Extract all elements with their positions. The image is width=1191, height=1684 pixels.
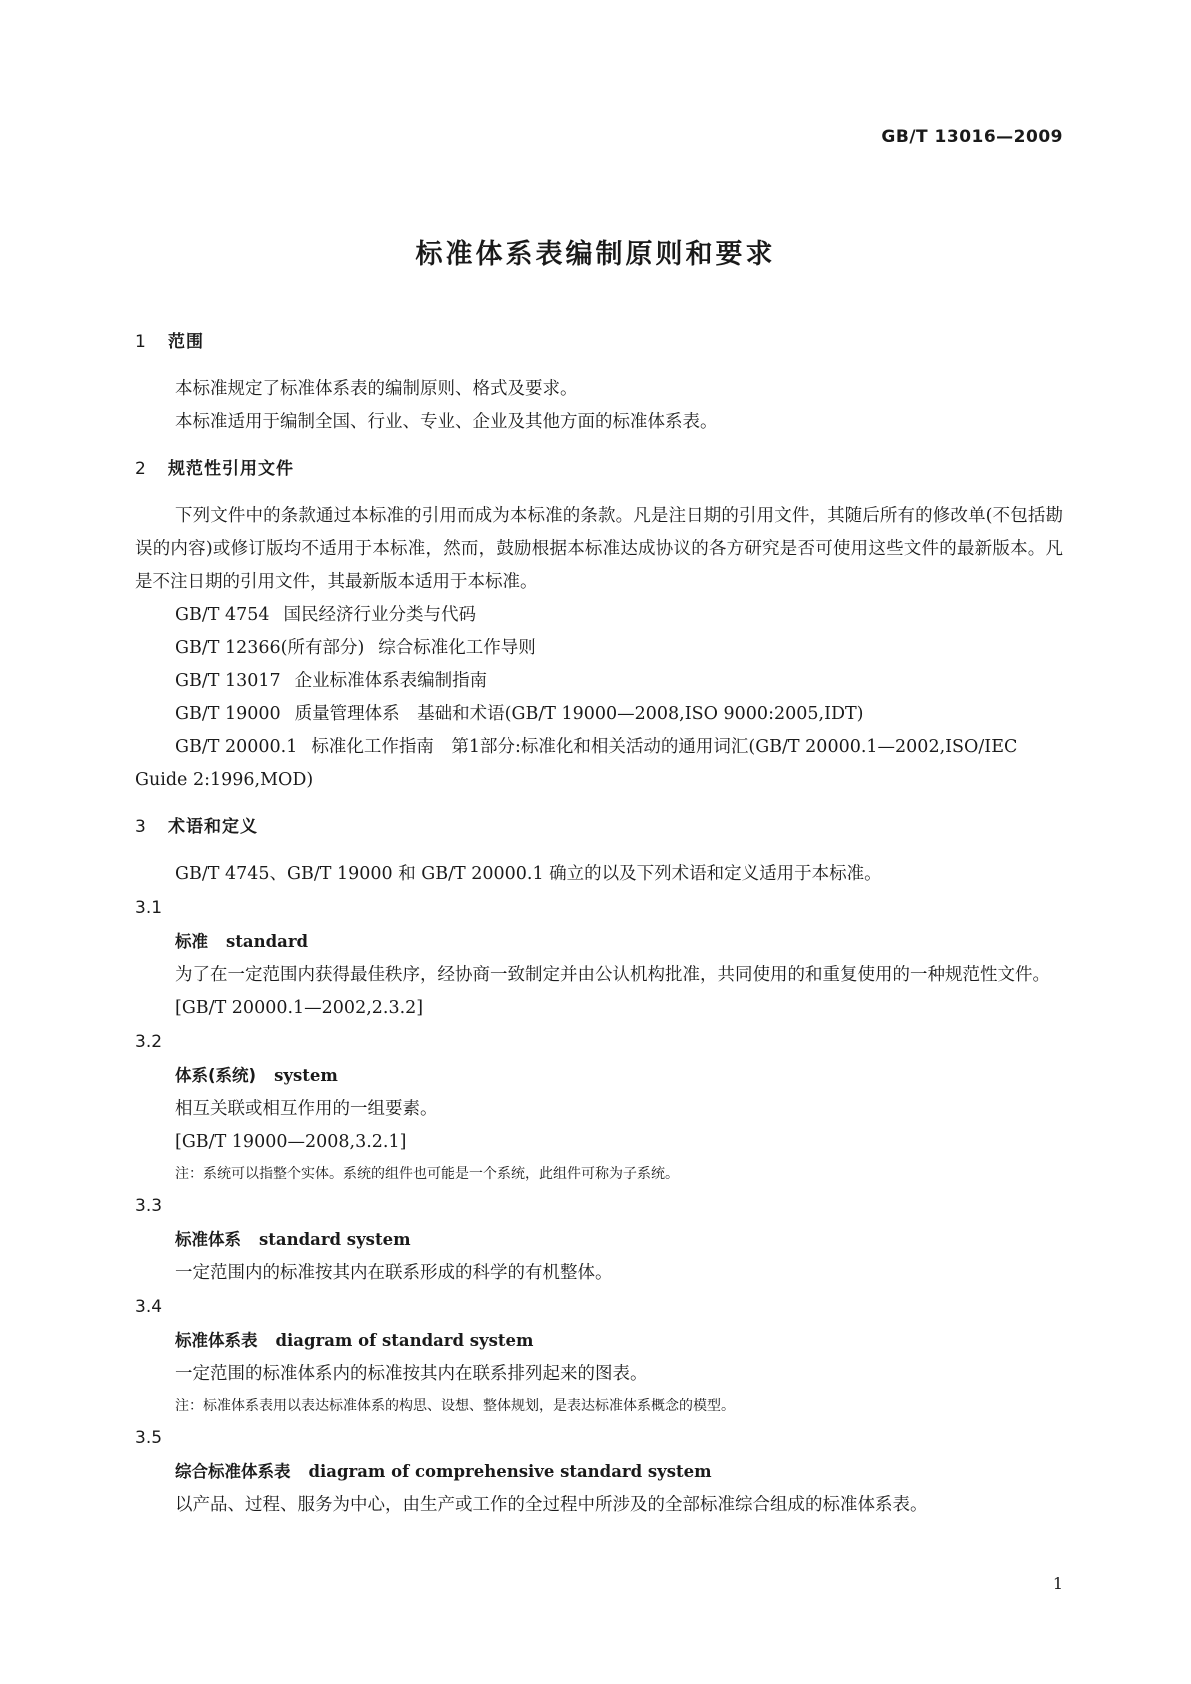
- term-name: [135, 1223, 1063, 1257]
- paragraph: 下列文件中的条款通过本标准的引用而成为本标准的条款。凡是注日期的引用文件，其随后所有的修改单(不包括勘误的内容)或修订版均不适用于本标准，然而，鼓励根据本标准达成协议的各方研究是否可使用这些文件的最新版本。凡是不注日期的引用文件，其最新版本适用于本标准。: [135, 506, 1063, 592]
- reference-item: [135, 599, 1063, 632]
- term-number: 3.4: [135, 1297, 163, 1317]
- term-name: [135, 1324, 1063, 1358]
- term-source: [GB/T 20000.1—2002,2.3.2]: [175, 998, 424, 1018]
- page-number: 1: [1052, 1574, 1063, 1593]
- section-number: 1: [135, 332, 147, 352]
- term-note: 注：标准体系表用以表达标准体系的构思、设想、整体规划，是表达标准体系概念的模型。: [175, 1398, 735, 1414]
- term-zh: 综合标准体系表: [175, 1462, 291, 1481]
- term-name: [135, 1455, 1063, 1489]
- section-heading-terms-and-definitions: [135, 811, 1063, 844]
- reference-title: 国民经济行业分类与代码: [283, 605, 477, 625]
- document-body: [135, 326, 1063, 1522]
- term-zh: 标准: [175, 932, 208, 951]
- term-definition: 为了在一定范围内获得最佳秩序，经协商一致制定并由公认机构批准，共同使用的和重复使用的一种规范性文件。: [175, 965, 1050, 985]
- paragraph: 本标准规定了标准体系表的编制原则、格式及要求。: [175, 379, 578, 399]
- reference-title: 企业标准体系表编制指南: [294, 671, 488, 691]
- term-number: 3.1: [135, 898, 163, 918]
- term-en: standard system: [259, 1230, 411, 1249]
- section-heading-scope: [135, 326, 1063, 359]
- section-title: 术语和定义: [168, 817, 258, 837]
- term-number: 3.5: [135, 1428, 163, 1448]
- section-number: 3: [135, 817, 147, 837]
- reference-code: GB/T 4754: [175, 605, 270, 625]
- term-definition: 一定范围内的标准按其内在联系形成的科学的有机整体。: [175, 1263, 613, 1283]
- term-note: 注：系统可以指整个实体。系统的组件也可能是一个系统，此组件可称为子系统。: [175, 1166, 679, 1182]
- term-definition: 相互关联或相互作用的一组要素。: [175, 1099, 438, 1119]
- term-definition: 一定范围的标准体系内的标准按其内在联系排列起来的图表。: [175, 1364, 648, 1384]
- reference-item: [135, 731, 1063, 797]
- section-number: 2: [135, 459, 147, 479]
- reference-title: 标准化工作指南 第1部分:标准化和相关活动的通用词汇(GB/T 20000.1—2002,ISO/IEC Guide 2:1996,MOD): [135, 737, 1018, 790]
- term-en: system: [274, 1066, 338, 1085]
- standard-code: GB/T 13016—2009: [881, 127, 1063, 147]
- section-heading-normative-references: [135, 453, 1063, 486]
- reference-code: GB/T 19000: [175, 704, 281, 724]
- term-zh: 体系(系统): [175, 1066, 257, 1085]
- reference-item: [135, 632, 1063, 665]
- term-number: 3.2: [135, 1032, 163, 1052]
- term-en: diagram of comprehensive standard system: [308, 1462, 712, 1481]
- reference-item: [135, 665, 1063, 698]
- paragraph: GB/T 4745、GB/T 19000 和 GB/T 20000.1 确立的以及下列术语和定义适用于本标准。: [175, 864, 882, 884]
- term-en: diagram of standard system: [275, 1331, 534, 1350]
- reference-item: [135, 698, 1063, 731]
- term-name: [135, 1059, 1063, 1093]
- reference-code: GB/T 13017: [175, 671, 281, 691]
- document-title: 标准体系表编制原则和要求: [415, 239, 776, 270]
- term-definition: 以产品、过程、服务为中心，由生产或工作的全过程中所涉及的全部标准综合组成的标准体系表。: [175, 1495, 928, 1515]
- term-name: [135, 925, 1063, 959]
- reference-code: GB/T 12366(所有部分): [175, 638, 365, 658]
- reference-code: GB/T 20000.1: [175, 737, 298, 757]
- term-source: [GB/T 19000—2008,3.2.1]: [175, 1132, 407, 1152]
- reference-title: 质量管理体系 基础和术语(GB/T 19000—2008,ISO 9000:2005,IDT): [294, 704, 864, 724]
- term-en: standard: [226, 932, 309, 951]
- term-zh: 标准体系: [175, 1230, 241, 1249]
- section-title: 范围: [168, 332, 204, 352]
- reference-title: 综合标准化工作导则: [378, 638, 536, 658]
- term-zh: 标准体系表: [175, 1331, 258, 1350]
- paragraph: 本标准适用于编制全国、行业、专业、企业及其他方面的标准体系表。: [175, 412, 718, 432]
- section-title: 规范性引用文件: [168, 459, 294, 479]
- term-number: 3.3: [135, 1196, 163, 1216]
